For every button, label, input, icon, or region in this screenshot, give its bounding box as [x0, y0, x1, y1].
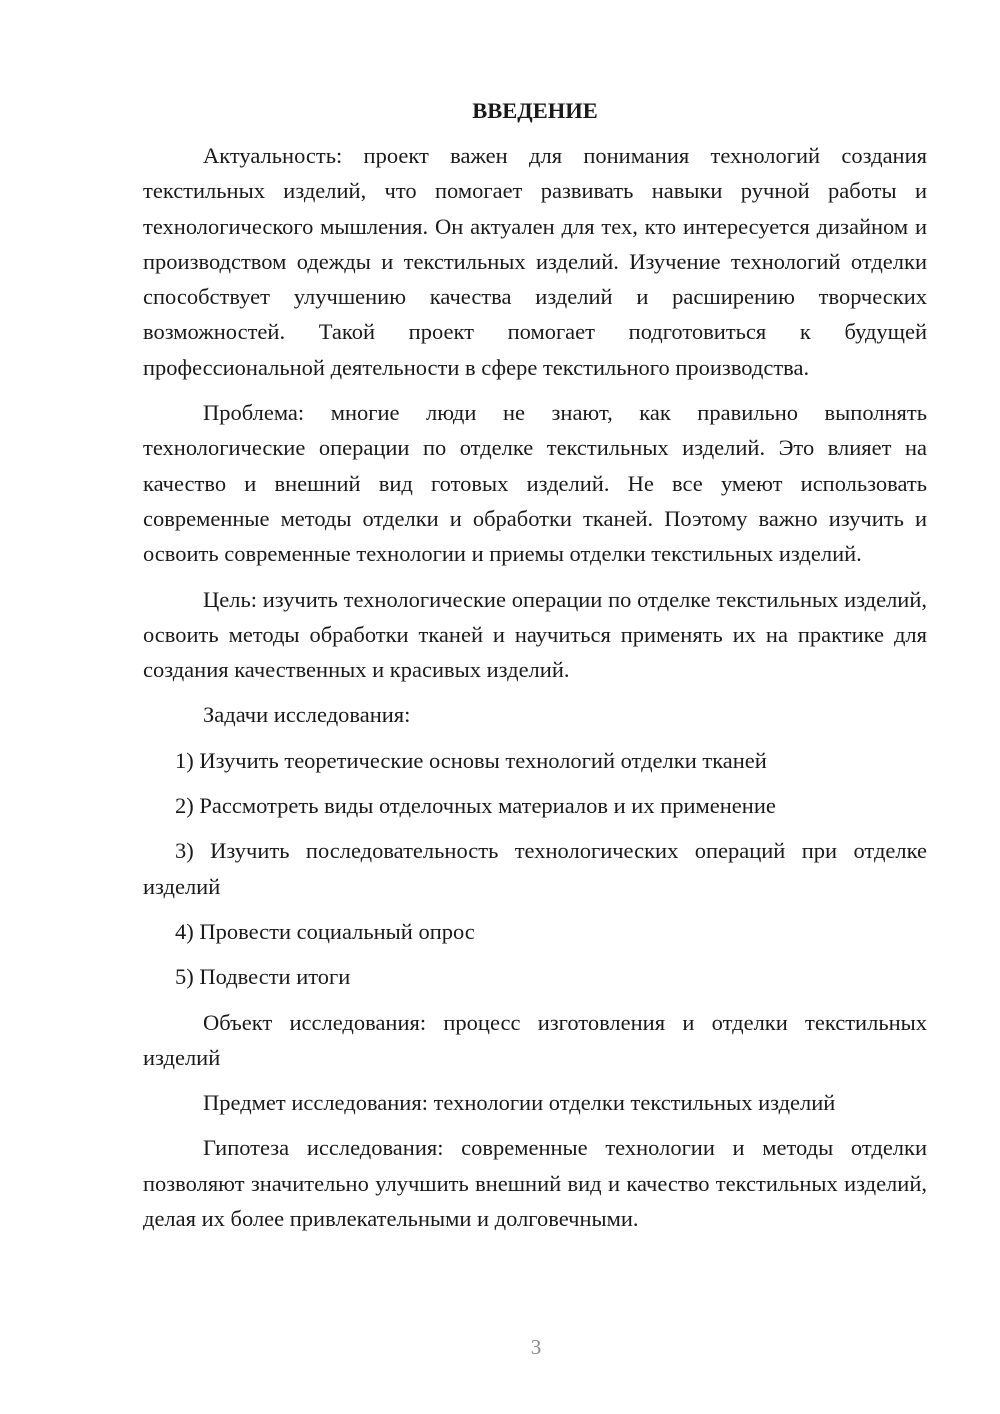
page-number: 3	[530, 1335, 542, 1359]
task-item: 1) Изучить теоретические основы технологий отделки тканей	[175, 747, 767, 773]
task-item: 3) Изучить последовательность технологических операций при отделке изделий	[143, 838, 927, 899]
page-content	[143, 94, 927, 1246]
paragraph-tasks-heading: Задачи исследования:	[203, 702, 411, 728]
task-item: 5) Подвести итоги	[175, 964, 351, 990]
page-title: ВВЕДЕНИЕ	[472, 98, 598, 123]
paragraph-hypothesis: Гипотеза исследования: современные технологии и методы отделки позволяют значительно улучшить внешний вид и качество текстильных изделий, делая их более привлекательными и долговечными.	[143, 1135, 927, 1232]
task-item: 2) Рассмотреть виды отделочных материалов и их применение	[175, 793, 776, 819]
task-list	[143, 743, 927, 995]
paragraph-problem: Проблема: многие люди не знают, как правильно выполнять технологические операции по отделке текстильных изделий. Это влияет на качество и внешний вид готовых изделий. Не все умеют использовать современные методы отделки и обработки тканей. Поэтому важно изучить и освоить современные технологии и приемы отделки текстильных изделий.	[143, 400, 927, 567]
paragraph-relevance: Актуальность: проект важен для понимания технологий создания текстильных изделий, что помогает развивать навыки ручной работы и технологического мышления. Он актуален для тех, кто интересуется дизайном и производством одежды и текстильных изделий. Изучение технологий отделки способствует улучшению качества изделий и расширению творческих возможностей. Такой проект помогает подготовиться к будущей профессиональной деятельности в сфере текстильного производства.	[143, 143, 927, 380]
paragraph-goal: Цель: изучить технологические операции по отделке текстильных изделий, освоить методы обработки тканей и научиться применять их на практике для создания качественных и красивых изделий.	[143, 586, 927, 683]
paragraph-object: Объект исследования: процесс изготовления и отделки текстильных изделий	[143, 1009, 927, 1070]
task-item: 4) Провести социальный опрос	[175, 918, 475, 944]
paragraph-subject: Предмет исследования: технологии отделки текстильных изделий	[203, 1090, 836, 1116]
